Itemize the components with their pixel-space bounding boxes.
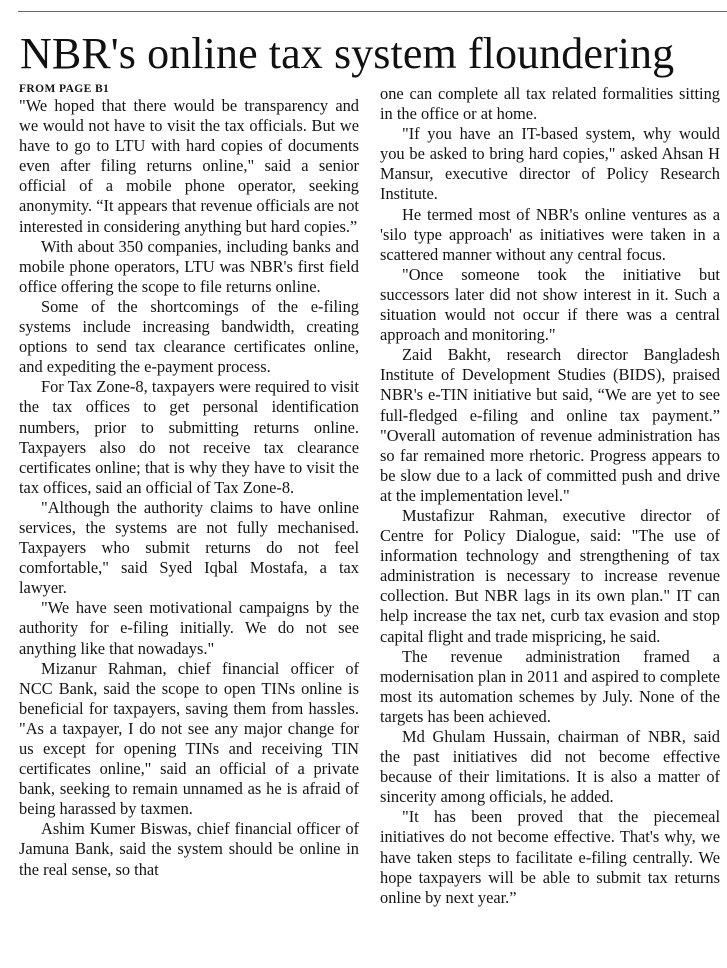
- paragraph: "It has been proved that the piecemeal initiatives do not become effective. That's why, we have taken steps to facilitate e-filing centrally. We hope taxpayers will be able to submit tax returns online by next year.”: [380, 807, 720, 907]
- jump-line: FROM PAGE B1: [19, 83, 110, 95]
- paragraph: Mizanur Rahman, chief financial officer of NCC Bank, said the scope to open TINs online is beneficial for taxpayers, saving them from hassles. "As a taxpayer, I do not see any major change for us except for opening TINs and receiving TIN certificates online," said an official of a private bank, seeking to remain unnamed as he is afraid of being harassed by taxmen.: [19, 658, 359, 819]
- paragraph: Md Ghulam Hussain, chairman of NBR, said the past initiatives did not become effective because of their limitations. It is also a matter of sincerity among officials, he added.: [380, 727, 720, 807]
- paragraph: "We hoped that there would be transparency and we would not have to visit the tax officials. But we have to go to LTU with hard copies of documents even after filing returns online," said a senior official of a mobile phone operator, seeking anonymity. “It appears that revenue officials are not interested in considering anything but hard copies.”: [19, 96, 359, 236]
- paragraph: Ashim Kumer Biswas, chief financial officer of Jamuna Bank, said the system should be online in the real sense, so that: [19, 819, 359, 879]
- article-column-left: [19, 82, 359, 880]
- paragraph: With about 350 companies, including banks and mobile phone operators, LTU was NBR's first field office offering the scope to file returns online.: [19, 236, 359, 296]
- paragraph-continued: one can complete all tax related formalities sitting in the office or at home.: [380, 84, 720, 124]
- paragraph: "Once someone took the initiative but successors later did not show interest in it. Such a situation would not occur if there was a central approach and monitoring.": [380, 264, 720, 345]
- paragraph: "We have seen motivational campaigns by the authority for e-filing initially. We do not see anything like that nowadays.": [19, 598, 359, 658]
- headline: NBR's online tax system floundering: [20, 29, 675, 78]
- paragraph: He termed most of NBR's online ventures as a 'silo type approach' as initiatives were taken in a scattered manner without any central focus.: [380, 204, 720, 264]
- article-column-right: [380, 84, 720, 908]
- paragraph: "If you have an IT-based system, why would you be asked to bring hard copies," asked Ahsan H Mansur, executive director of Policy Research Institute.: [380, 124, 720, 204]
- paragraph: Zaid Bakht, research director Bangladesh Institute of Development Studies (BIDS), praised NBR's e-TIN initiative but said, “We are yet to see full-fledged e-filing and online tax payment.” "Overall automation of revenue administration has so far remained more rhetoric. Progress appears to be slow due to a lack of committed push and drive at the implementation level.": [380, 345, 720, 505]
- paragraph: Mustafizur Rahman, executive director of Centre for Policy Dialogue, said: "The use of information technology and strengthening of tax administration is necessary to increase revenue collection. But NBR lags in its own plan." IT can help increase the tax net, curb tax evasion and stop capital flight and trade mispricing, he said.: [380, 505, 720, 646]
- paragraph: The revenue administration framed a modernisation plan in 2011 and aspired to complete most its automation schemes by July. None of the targets has been achieved.: [380, 646, 720, 726]
- paragraph: For Tax Zone-8, taxpayers were required to visit the tax offices to get personal identification numbers, prior to submitting returns online. Taxpayers also do not receive tax clearance certificates online; that is why they have to visit the tax offices, said an official of Tax Zone-8.: [19, 377, 359, 497]
- paragraph: Some of the shortcomings of the e-filing systems include increasing bandwidth, creating options to send tax clearance certificates online, and expediting the e-payment process.: [19, 296, 359, 377]
- top-rule: [18, 11, 727, 12]
- paragraph: "Although the authority claims to have online services, the systems are not fully mechanised. Taxpayers who submit returns do not feel comfortable," said Syed Iqbal Mostafa, a tax lawyer.: [19, 497, 359, 598]
